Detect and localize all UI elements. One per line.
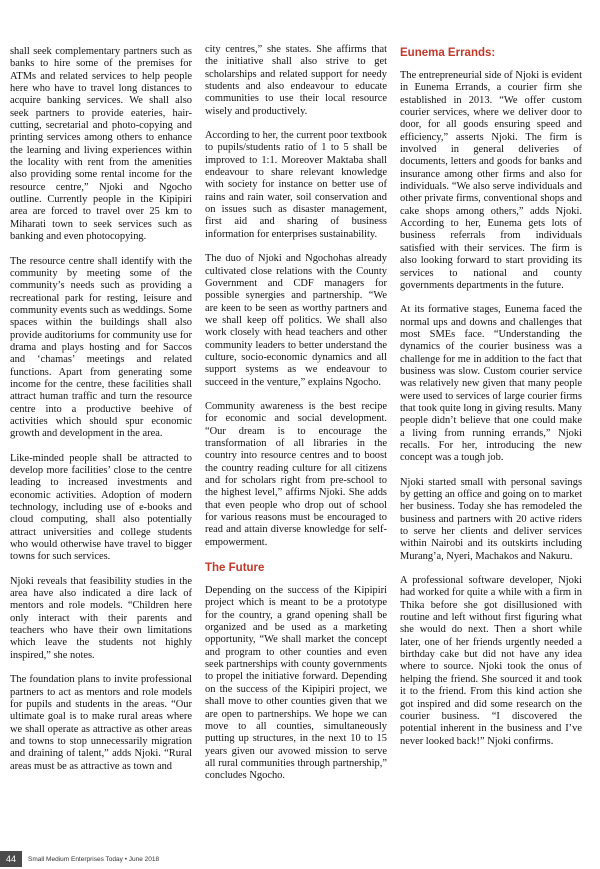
middle-column [205,44,387,795]
section-heading-the-future: The Future [205,562,265,575]
paragraph: The foundation plans to invite professional partners to act as mentors and role models for pupils and students in the areas. “Our ultimate goal is to make rural areas where we shall operate as attractive as other areas and towns to stop unnecessarily migration and draining of talent,” adds Njoki. “Rural areas must be as attractive as town and [10,674,192,772]
paragraph: A professional software developer, Njoki had worked for quite a while with a firm in Thika before she got disillusioned with routine and left without first figuring what she would do next. Then a short while later, one of her friends urgently needed a birthday cake but did not have any idea where to source. Njoki took the onus of helping the friend. She sourced it and took it to the friend. From this kind action she got inspired and did some research on the courier business. “I discovered the potential inherent in the business and I’ve never looked back!” Njoki confirms. [400,575,582,747]
section-heading-eunema-errands: Eunema Errands: [400,47,496,59]
paragraph: The duo of Njoki and Ngochohas already cultivated close relations with the County Government and CDF managers for possible synergies and partnership. “We are keen to be seen as worthy partners and we shall keep off politics. We shall also work closely with head teachers and other community leaders to better understand the culture, socio-economic dynamics and all support systems as we endeavour to succeed in the venture,” explains Ngocho. [205,253,387,388]
page-footer [0,847,600,869]
paragraph: Njoki reveals that feasibility studies in the area have also indicated a dire lack of mentors and role models. “Children here only interact with their parents and teachers who have their own limitations which leave the students not highly inspired,” she notes. [10,575,192,661]
paragraph: Like-minded people shall be attracted to develop more facilities’ close to the centre leading to increased investments and economic activities. Adoption of modern technology, including use of e-books and cloud computing, shall also potentially attract universities and college students who would otherwise have travel to bigger towns for such services. [10,452,192,563]
paragraph: According to her, the current poor textbook to pupils/students ratio of 1 to 5 shall be improved to 1:1. Moreover Maktaba shall endeavour to share relevant knowledge with society for instance on better use of rains and rain water, soil conservation and on issues such as disaster management, first aid and sharing of business information for enterprises sustainability. [205,130,387,240]
publication-info: Small Medium Enterprises Today • June 2018 [28,856,160,863]
paragraph: The entrepreneurial side of Njoki is evident in Eunema Errands, a courier firm she established in 2013. “We offer custom courier services, where we deliver door to door, for all goods ensuring speed and efficiency,” asserts Njoki. The firm is involved in general deliveries of documents, letters and goods for banks and insurance among other firms and also for individuals. “We also serve individuals and other private firms, conventional shops and cake shops among others,” adds Njoki. According to her, Eunema gets lots of business referrals from individuals satisfied with their services. The firm is also looking forward to start providing its services to national and county governments departments in the future. [400,70,583,291]
paragraph: At its formative stages, Eunema faced the normal ups and downs and challenges that most SMEs face. “Understanding the dynamics of the courier business was a challenge for me in addition to the fact that business was slow. Custom courier service was relatively new given that many people were used to services of large courier firms that took quite long in giving results. Many people didn’t believe that one could make a living from running errands,” Njoki recalls. For her, introducing the new concept was a tough job. [400,304,582,464]
paragraph: Njoki started small with personal savings by getting an office and going on to market her business. Today she has remodeled the business and partners with 20 active riders to serve her clients and deliver services within Nairobi and its outskirts including Murang’a, Nyeri, Machakos and Nakuru. [400,476,582,562]
right-column [400,46,582,760]
paragraph: shall seek complementary partners such as banks to hire some of the premises for ATMs and related services to help people here who have to travel long distances to acquire banking services. We shall also seek partners to provide eateries, hair-cutting, secretarial and photo-copying and printing services among others to enhance the learning and living experiences within the locality with rent from the amenities also providing some rental income for the resource centre,” Njoki and Ngocho outline. Currently people in the Kipipiri area are forced to travel over 25 km to Miharati town to seek services such as banking and even photocopying. [10,46,192,243]
paragraph: city centres,” she states. She affirms that the initiative shall also strive to get scholarships and related support for needy students and also endeavour to educate communities to use their local resource wisely and productively. [205,44,387,117]
paragraph: The resource centre shall identify with the community by meeting some of the community’s needs such as providing a recreational park for resting, leisure and community events such as weddings. Some spaces within the buildings shall also provide auditoriums for community use for drama and plays hosting and for Saccos and ‘chamas’ meetings and related functions. Apart from generating some income for the centre, these facilities shall attract human traffic and turn the resource centre into a productive beehive of activities which should spur economic growth and development in the area. [10,255,192,440]
paragraph: Depending on the success of the Kipipiri project which is meant to be a prototype for the country, a grand opening shall be organized and be used as a marketing opportunity, “We shall market the concept and program to other counties and even seek partnerships with county governments to propel the initiative forward. Depending on the success of the Kipipiri project, we shall move to other counties given that we are open to partnerships. We hope we can move to all counties, simultaneously putting up structures, in the next 10 to 15 years given our avowed mission to serve all rural communities through partnership,” concludes Ngocho. [205,585,387,782]
page-number: 44 [0,851,22,867]
paragraph: Community awareness is the best recipe for economic and social development. “Our dream is to encourage the transformation of all libraries in the country into resource centres and to boost the country reading culture for all citizens and for scholars right from pre-school to the highest level,” affirms Njoki. She adds that even people who drop out of school for various reasons must be encouraged to read and attain diverse knowledge for self-empowerment. [205,400,387,548]
left-column [10,46,192,785]
